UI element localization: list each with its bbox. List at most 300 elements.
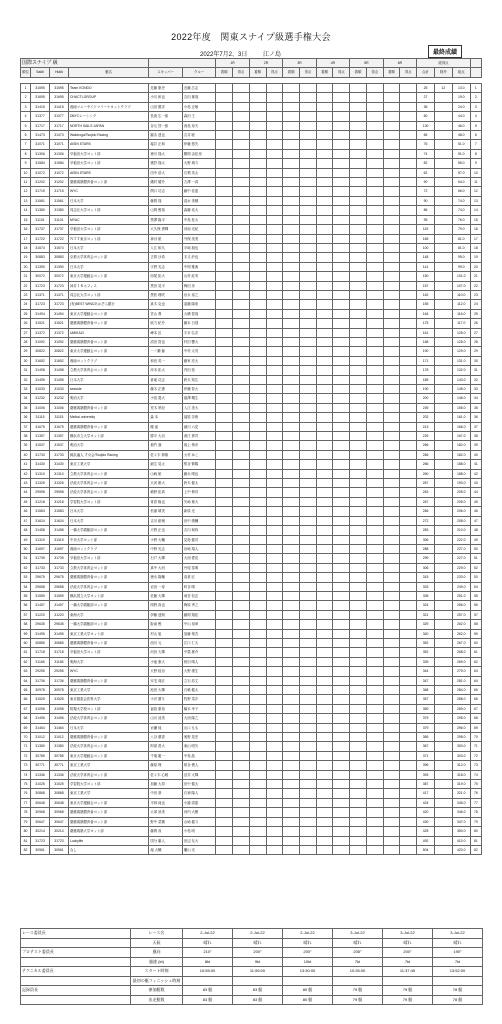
table-row [21,554,482,563]
race-place-cell [249,573,266,582]
wind-dir-value: 205° [333,948,383,958]
race-points-cell [400,319,417,328]
helm-cell: 神谷 航 [149,234,182,243]
helm-cell: 西尾 拓大 [149,272,182,281]
team-cell: 慶應義塾體育會ヨット部 [68,733,148,742]
race-points-cell [233,187,250,196]
race-place-cell [283,563,300,572]
drop-cell: 12 [434,84,452,93]
race-place-cell [316,413,333,422]
table-row [21,638,482,647]
race-points-cell [233,178,250,187]
race-place-cell [383,798,400,807]
drop-cell [434,516,452,525]
race-place-cell [316,356,333,365]
sail-number-cell: 31624 [31,516,50,525]
crew-cell: 熊谷 賢陽 [182,460,215,469]
race-points-cell [266,751,283,760]
rank-cell: 57 [21,610,31,619]
team-cell: 慶應義塾體育會ヨット部 [68,337,148,346]
team-cell: 日本大学 [68,375,148,384]
col-sail: Sail# [31,68,50,77]
race-points-cell [299,281,316,290]
race-place-cell [350,225,367,234]
net-cell: 233.0 [452,573,470,582]
hull-number-cell: 30561 [50,845,69,854]
hull-number-cell: 29255 [50,667,69,676]
race-points-cell [366,836,383,845]
wind-dir-label: 風向 [131,948,183,958]
team-cell: CHACTI-GROUP [68,93,148,102]
race-place-cell [283,290,300,299]
race-place-cell [216,234,233,243]
sail-number-cell: 30771 [31,761,50,770]
race-points-cell [333,290,350,299]
net-cell: 125.0 [452,328,470,337]
race-points-cell [299,168,316,177]
race-points-cell [233,507,250,516]
net-cell: 269.0 [452,657,470,666]
race-points-cell [266,667,283,676]
rank-end-cell: 47 [470,516,481,525]
sail-number-cell: 31025 [31,780,50,789]
sail-number-cell: 31584 [31,159,50,168]
hull-number-cell: 31380 [50,206,69,215]
race-place-cell [316,281,333,290]
race-points-cell [333,629,350,638]
race-points-cell [333,469,350,478]
hull-number-cell: 30648 [50,798,69,807]
helm-cell: 山岡 俊哉 [149,206,182,215]
race-place-cell [350,196,367,205]
race-points-cell [233,450,250,459]
race-points-cell [299,413,316,422]
sail-number-cell: 31372 [31,328,50,337]
race-points-cell [333,789,350,798]
drop-cell [434,149,452,158]
team-cell: 慶應義塾體育會ヨット部 [68,808,148,817]
race-points-cell [400,112,417,121]
net-cell: 284.0 [452,686,470,695]
drop-cell [434,215,452,224]
race-place-cell [216,394,233,403]
race-points-cell [400,102,417,111]
rank-cell: 81 [21,836,31,845]
helm-cell: 堀 大輔 [149,845,182,854]
rank-end-cell: 77 [470,798,481,807]
race-points-cell [233,234,250,243]
race-points-cell [400,460,417,469]
table-row [21,535,482,544]
start-value: 11:55:00 [233,967,283,977]
race-place-cell [283,488,300,497]
race-points-cell [366,535,383,544]
race-points-cell [299,723,316,732]
helm-cell: 嶋野 拓真 [149,488,182,497]
helm-cell: 脇永 達也 [149,131,182,140]
total-cell: 379 [417,714,435,723]
net-cell: 295.0 [452,714,470,723]
drop-cell [434,413,452,422]
race-place-cell [249,319,266,328]
rank-cell: 3 [21,102,31,111]
race-date: 3-Jul-22 [333,929,383,939]
rank-cell: 36 [21,413,31,422]
drop-cell [434,196,452,205]
total-cell: 148 [417,253,435,262]
official-4: 記録員長 [21,986,131,996]
rank-cell: 20 [21,262,31,271]
race-points-cell [266,676,283,685]
race-points-cell [400,544,417,553]
col-hull: Hull# [50,68,69,77]
race-points-cell [400,761,417,770]
net-cell: 318.0 [452,770,470,779]
race-points-cell [333,808,350,817]
race-place-cell [316,610,333,619]
race-points-cell [266,149,283,158]
net-cell: 101.0 [452,272,470,281]
race-points-cell [233,751,250,760]
hull-number-cell: 31006 [50,403,69,412]
crew-cell: 伊藤 智大 [182,385,215,394]
sail-number-cell: 30214 [31,827,50,836]
rank-cell: 16 [21,225,31,234]
hull-number-cell: 31521 [50,319,69,328]
race-points-cell [233,610,250,619]
race-place-cell [316,573,333,582]
race-place-cell [350,328,367,337]
race-place-cell [249,140,266,149]
crew-cell: 石嶋 健太 [182,686,215,695]
rank-end-cell: 26 [470,319,481,328]
race-points-cell [266,441,283,450]
rank-cell: 10 [21,168,31,177]
start-value: 13:30:00 [283,967,333,977]
race-place-cell [249,526,266,535]
race-place-cell [350,544,367,553]
total-cell: 190 [417,385,435,394]
total-cell: 371 [417,751,435,760]
crew-cell: 立石 浩丈 [182,676,215,685]
drop-cell [434,460,452,469]
table-row [21,281,482,290]
sail-number-cell: 31495 [31,629,50,638]
race-points-cell [333,676,350,685]
race-points-cell [400,347,417,356]
race-place-cell [383,742,400,751]
race-points-cell [299,714,316,723]
race-place-cell [316,178,333,187]
drop-cell [434,178,452,187]
helm-cell: 小島 寛大 [149,394,182,403]
rank-end-cell: 12 [470,187,481,196]
race-place-cell [283,817,300,826]
hull-number-cell: 31737 [50,225,69,234]
race-points-cell [366,385,383,394]
race-place-cell [383,714,400,723]
race-points-cell [366,206,383,215]
race-place-cell [283,319,300,328]
rank-end-cell: 15 [470,215,481,224]
col-place: 着順 [249,68,266,77]
hull-number-cell: 29598 [50,488,69,497]
finish-time-row [21,976,483,986]
race-place-cell [350,479,367,488]
race-points-cell [266,535,283,544]
table-row [21,121,482,130]
net-cell: 206.0 [452,507,470,516]
total-cell: 155 [417,300,435,309]
col-place: 着順 [283,68,300,77]
total-cell: 315 [417,573,435,582]
race-points-cell [400,290,417,299]
race-place-cell [383,337,400,346]
hull-number-cell: 29635 [50,620,69,629]
finished-value: 80 艇 [283,995,333,1005]
race-place-cell [383,243,400,252]
sail-number-cell: 31092 [31,337,50,346]
race-points-cell [400,601,417,610]
hull-number-cell: 31494 [50,309,69,318]
crew-cell: 中島 桂太 [182,215,215,224]
race-place-cell [383,149,400,158]
official-2: プロテスト委員長 [21,948,131,958]
race-place-cell [249,112,266,121]
race-place-cell [216,695,233,704]
crew-cell: 河内 大樹 [182,808,215,817]
drop-cell [434,479,452,488]
race-points-cell [366,225,383,234]
race-place-cell [283,516,300,525]
rank-end-cell: 10 [470,168,481,177]
race-points-cell [266,225,283,234]
race-points-cell [400,704,417,713]
crew-cell: 深江 貴司 [182,432,215,441]
weather-label: 天候 [131,938,183,948]
total-cell: 90 [417,178,435,187]
total-cell: 283 [417,526,435,535]
race-place-cell [249,845,266,854]
race-points-cell [299,121,316,130]
rank-end-cell: 21 [470,272,481,281]
race-points-cell [233,347,250,356]
race-place-cell [350,657,367,666]
race-place-cell [283,469,300,478]
team-cell: 一橋大学端艇部ヨット部 [68,620,148,629]
finished-value: 79 艇 [383,995,433,1005]
total-cell: 165 [417,234,435,243]
total-cell: 335 [417,591,435,600]
sail-number-cell: 29635 [31,620,50,629]
team-cell: 学習院大学ヨット部 [68,780,148,789]
weather-value: 晴れ [233,938,283,948]
net-cell: 267.0 [452,638,470,647]
race-points-cell [299,638,316,647]
wind-dir-value: 200° [233,948,283,958]
sail-number-cell: 31072 [31,168,50,177]
crew-cell: 蘭山 光 [182,845,215,854]
team-cell: 横浜市立大学ヨット部 [68,432,148,441]
race-label: レース名 [131,929,183,939]
race-points-cell [266,234,283,243]
table-row [21,178,482,187]
net-cell: 205.0 [452,497,470,506]
net-cell: 51.0 [452,149,470,158]
hull-number-cell: 31371 [50,290,69,299]
rank-cell: 4 [21,112,31,121]
rank-end-cell: 14 [470,206,481,215]
race-points-cell [233,413,250,422]
race-place-cell [216,704,233,713]
race-place-cell [216,601,233,610]
total-cell: 141 [417,262,435,271]
sail-number-cell: 31457 [31,601,50,610]
race-place-cell [216,159,233,168]
race-points-cell [299,234,316,243]
hull-number-cell: 30883 [50,253,69,262]
sail-number-cell: 30822 [31,347,50,356]
crew-cell: 山村 紘実 [182,272,215,281]
race-points-cell [266,704,283,713]
race-points-cell [266,272,283,281]
sail-number-cell: 30785 [31,751,50,760]
rank-cell: 33 [21,385,31,394]
race-place-cell [350,394,367,403]
net-cell: 79.0 [452,225,470,234]
table-row [21,290,482,299]
race-points-cell [299,159,316,168]
race-place-cell [216,554,233,563]
race-points-cell [266,328,283,337]
net-cell: 81.0 [452,243,470,252]
team-cell: 法政大学体育会ヨット部 [68,742,148,751]
race-place-cell [316,704,333,713]
race-points-cell [299,798,316,807]
rank-cell: 43 [21,479,31,488]
race-place-cell [216,817,233,826]
race-points-cell [366,337,383,346]
race-place-cell [316,629,333,638]
race-points-cell [366,215,383,224]
race-place-cell [383,704,400,713]
sail-number-cell: 31595 [31,84,50,93]
race-points-cell [266,573,283,582]
table-row [21,469,482,478]
net-cell: 188.0 [452,469,470,478]
race-points-cell [400,432,417,441]
race-points-cell [233,620,250,629]
crew-cell: 大村 ゆこ [182,450,215,459]
hull-number-cell: 31457 [50,601,69,610]
rank-cell: 77 [21,798,31,807]
race-place-cell [216,328,233,337]
race-place-cell [283,770,300,779]
race-place-cell [216,667,233,676]
race-points-cell [400,253,417,262]
table-row [21,780,482,789]
race-points-cell [299,272,316,281]
total-cell: 424 [417,798,435,807]
event-date: 2022年7月2、3日 [200,52,248,58]
race-place-cell [350,704,367,713]
race-place-cell [249,563,266,572]
race-points-cell [233,535,250,544]
race-points-cell [366,648,383,657]
race-place-cell [316,723,333,732]
race-points-cell [233,733,250,742]
hull-number-cell: 31012 [50,733,69,742]
wind-speed-value: 8kt [183,957,233,967]
race-place-cell [316,780,333,789]
net-cell: 289.0 [452,704,470,713]
race-points-cell [366,262,383,271]
race-place-cell [283,206,300,215]
finish-label: 最初の艇フィニッシュ時刻 [131,976,183,986]
rank-end-cell: 67 [470,704,481,713]
race-points-cell [233,112,250,121]
rank-end-cell: 78 [470,808,481,817]
race-place-cell [283,140,300,149]
race-points-cell [299,591,316,600]
race-place-cell [316,450,333,459]
team-cell: 法政大学体育会ヨット部 [68,582,148,591]
rank-end-cell: 64 [470,676,481,685]
sail-number-cell: 30072 [31,272,50,281]
race-place-cell [350,761,367,770]
weather-value: 晴れ [433,938,483,948]
table-row [21,168,482,177]
table-row [21,93,482,102]
helm-cell: 阿部 善大 [149,742,182,751]
drop-cell [434,394,452,403]
rank-cell: 13 [21,196,31,205]
helm-cell: 千葉 龍一 [149,751,182,760]
race-points-cell [299,789,316,798]
hull-number-cell: 31583 [50,507,69,516]
drop-cell [434,366,452,375]
race-place-cell [283,102,300,111]
race-place-cell [283,591,300,600]
race-place-cell [316,84,333,93]
race-points-cell [400,178,417,187]
hull-number-cell: 30214 [50,827,69,836]
race-place-cell [249,243,266,252]
team-cell: 東京大学運動会ヨット部 [68,272,148,281]
hull-number-cell: 31390 [50,262,69,271]
net-cell: 347.0 [452,817,470,826]
team-cell: seaside [68,385,148,394]
crew-cell: 宇多 弘次 [182,328,215,337]
hull-number-cell: 31736 [50,676,69,685]
team-cell: 日本大学 [68,262,148,271]
total-cell: 504 [417,845,435,854]
drop-cell [434,300,452,309]
race-place-cell [383,827,400,836]
race-place-cell [383,460,400,469]
net-cell: 66.0 [452,187,470,196]
total-cell: 393 [417,770,435,779]
crew-cell: 村田 響大 [182,337,215,346]
total-cell: 100 [417,243,435,252]
net-cell: 312.0 [452,761,470,770]
race-points-cell [366,300,383,309]
team-cell: 東京大学運動会ヨット部 [68,751,148,760]
race-place-cell [383,535,400,544]
race-place-cell [316,375,333,384]
race-points-cell [400,695,417,704]
race-points-cell [266,761,283,770]
